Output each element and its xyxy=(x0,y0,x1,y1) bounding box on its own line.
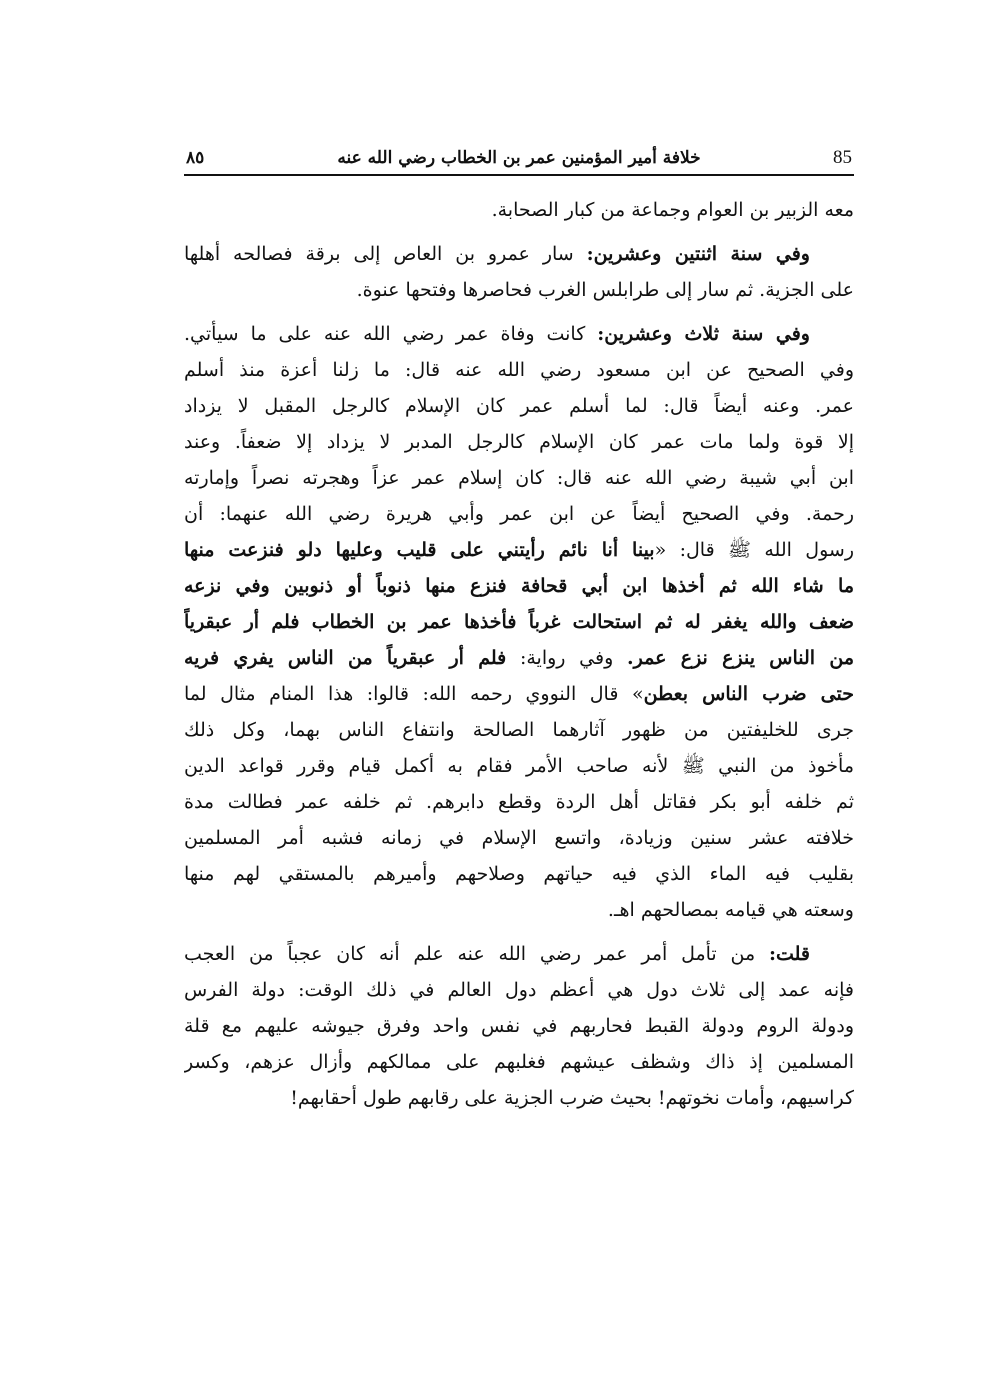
text-line xyxy=(184,1008,854,1044)
text-run: معه الزبير بن العوام وجماعة من كبار الصحابة. xyxy=(491,199,854,221)
text-run: كراسيهم، وأمات نخوتهم! بحيث ضرب الجزية على رقابهم طول أحقابهم! xyxy=(290,1087,854,1109)
bold-text: فلم أر عبقرياً من الناس يفري فريه xyxy=(184,647,507,669)
text-line xyxy=(184,316,854,352)
bold-text: حتى ضرب الناس بعطن xyxy=(643,683,854,705)
bold-text: بينا أنا نائم رأيتني على قليب وعليها دلو فنزعت منها xyxy=(184,539,655,561)
text-run: ابن أبي شيبة رضي الله عنه قال: كان إسلام عمر عزاً وهجرته نصراً وإمارته xyxy=(184,467,854,489)
text-run: المسلمين إذ ذاك وشظف عيشهم فغلبهم على ممالكهم وأزال عزهم، وكسر xyxy=(184,1051,854,1073)
text-run: رحمة. وفي الصحيح أيضاً عن ابن عمر وأبي هريرة رضي الله عنهما: أن xyxy=(184,503,854,525)
text-line xyxy=(184,236,854,272)
text-line xyxy=(184,892,854,928)
text-line xyxy=(184,424,854,460)
text-line xyxy=(184,460,854,496)
paragraph xyxy=(184,192,854,228)
text-run: وسعته هي قيامه بمصالحهم اهـ. xyxy=(607,899,854,921)
text-run: من تأمل أمر عمر رضي الله عنه علم أنه كان عجباً من العجب xyxy=(184,943,769,965)
text-run: وفي رواية: xyxy=(506,647,628,669)
text-line xyxy=(184,1080,854,1116)
text-run: وفي الصحيح عن ابن مسعود رضي الله عنه قال: ما زلنا أعزة منذ أسلم xyxy=(184,359,854,381)
paragraph xyxy=(184,316,854,928)
text-run: فإنه عمد إلى ثلاث دول هي أعظم دول العالم في ذلك الوقت: دولة الفرس xyxy=(184,979,854,1001)
text-line xyxy=(184,272,854,308)
text-run: ثم خلفه أبو بكر فقاتل أهل الردة وقطع دابرهم. ثم خلفه عمر فطالت مدة xyxy=(184,791,854,813)
text-run: كانت وفاة عمر رضي الله عنه على ما سيأتي. xyxy=(184,323,598,345)
text-line xyxy=(184,1044,854,1080)
text-line xyxy=(184,712,854,748)
text-run: سار عمرو بن العاص إلى برقة فصالحه أهلها xyxy=(184,243,587,265)
bold-text: وفي سنة اثنتين وعشرين: xyxy=(586,243,810,265)
text-run: عمر. وعنه أيضاً قال: لما أسلم عمر كان الإسلام كالرجل المقبل لا يزداد xyxy=(184,395,854,417)
bold-text: ما شاء الله ثم أخذها ابن أبي قحافة فنزع منها ذنوباً أو ذنوبين وفي نزعه xyxy=(184,575,854,597)
paragraph xyxy=(184,236,854,308)
text-line xyxy=(184,676,854,712)
text-line xyxy=(184,532,854,568)
page-body xyxy=(184,192,854,1124)
text-line xyxy=(184,972,854,1008)
text-run: مأخوذ من النبي ﷺ لأنه صاحب الأمر فقام به أكمل قيام وقرر قواعد الدين xyxy=(184,755,854,777)
text-run: بقليب فيه الماء الذي فيه حياتهم وصلاحهم وأميرهم بالمستقي لهم منها xyxy=(184,863,854,885)
bold-text: ضعف والله يغفر له ثم استحالت غرباً فأخذها عمر بن الخطاب فلم أر عبقرياً xyxy=(184,611,854,633)
bold-text: قلت: xyxy=(768,943,810,965)
text-line xyxy=(184,352,854,388)
text-line xyxy=(184,604,854,640)
text-run: جرى للخليفتين من ظهور آثارهما الصالحة وانتفاع الناس بهما، وكل ذلك xyxy=(184,719,854,741)
text-run: خلافته عشر سنين وزيادة، واتسع الإسلام في زمانه فشبه أمر المسلمين xyxy=(184,827,854,849)
text-line xyxy=(184,856,854,892)
text-line xyxy=(184,496,854,532)
running-title: خلافة أمير المؤمنين عمر بن الخطاب رضي الله عنه xyxy=(337,148,701,168)
text-run: إلا قوة ولما مات عمر كان الإسلام كالرجل المدبر لا يزداد إلا ضعفاً. وعند xyxy=(184,431,854,453)
text-line xyxy=(184,784,854,820)
text-run: » قال النووي رحمه الله: قالوا: هذا المنام مثال لما xyxy=(184,683,644,705)
text-line xyxy=(184,192,854,228)
bold-text: من الناس ينزع نزع عمر. xyxy=(627,647,854,669)
text-line xyxy=(184,388,854,424)
text-line xyxy=(184,748,854,784)
paragraph xyxy=(184,936,854,1116)
text-line xyxy=(184,820,854,856)
running-header xyxy=(184,144,854,176)
page-number-arabic: ٨٥ xyxy=(186,148,205,168)
text-run: على الجزية. ثم سار إلى طرابلس الغرب فحاصرها وفتحها عنوة. xyxy=(356,279,854,301)
text-line xyxy=(184,568,854,604)
text-run: رسول الله ﷺ قال: « xyxy=(654,539,854,561)
page-number-latin: 85 xyxy=(833,147,852,168)
text-line xyxy=(184,640,854,676)
text-line xyxy=(184,936,854,972)
text-run: ودولة الروم ودولة القبط فحاربهم في نفس واحد وفرق جيوشه عليهم مع قلة xyxy=(184,1015,854,1037)
bold-text: وفي سنة ثلاث وعشرين: xyxy=(597,323,810,345)
